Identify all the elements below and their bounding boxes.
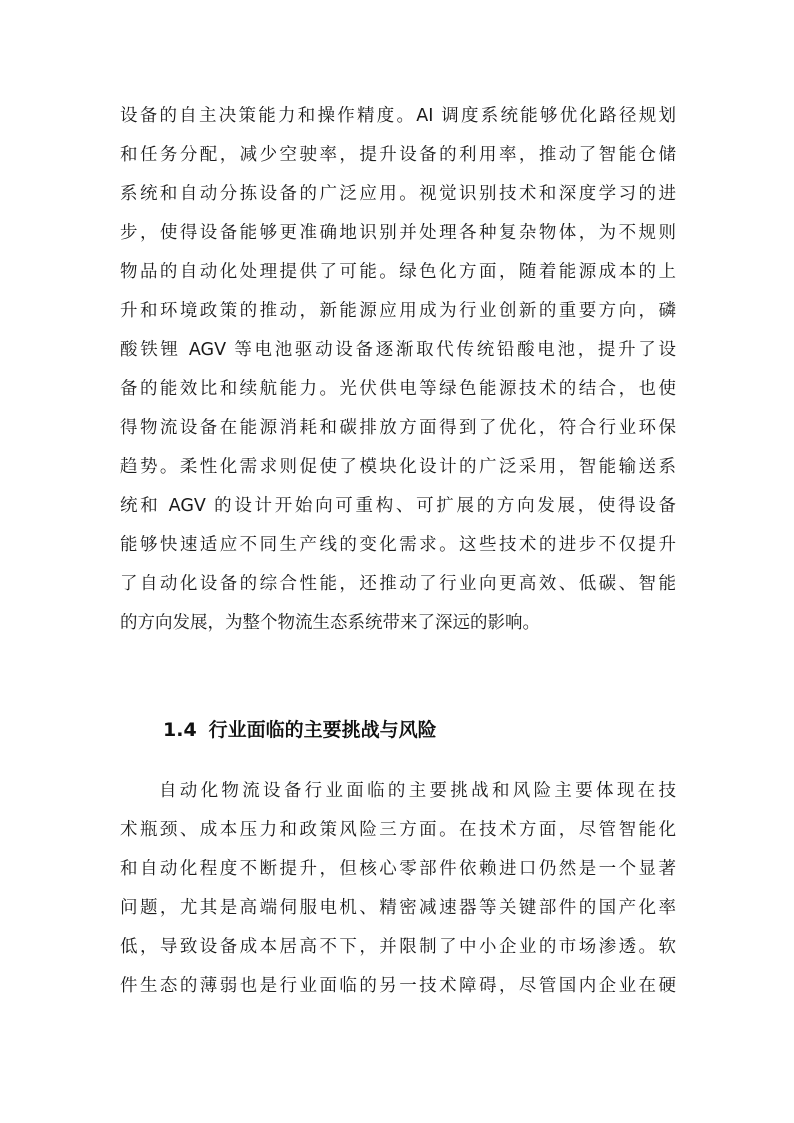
paragraph-line: 物品的自动化处理提供了可能。绿色化方面，随着能源成本的上 — [120, 262, 676, 282]
paragraph-line: 的方向发展，为整个物流生态系统带来了深远的影响。 — [120, 613, 540, 633]
paragraph-line: 酸铁锂 AGV 等电池驱动设备逐渐取代传统铅酸电池，提升了设 — [120, 340, 676, 360]
paragraph-line: 升和环境政策的推动，新能源应用成为行业创新的重要方向，磷 — [120, 301, 676, 321]
paragraph-line: 系统和自动分拣设备的广泛应用。视觉识别技术和深度学习的进 — [120, 184, 676, 204]
paragraph-line: 件生态的薄弱也是行业面临的另一技术障碍，尽管国内企业在硬 — [120, 976, 676, 996]
paragraph-line: 设备的自主决策能力和操作精度。AI 调度系统能够优化路径规划 — [120, 106, 676, 126]
paragraph-line: 了自动化设备的综合性能，还推动了行业向更高效、低碳、智能 — [120, 574, 676, 594]
section-number: 1.4 — [163, 719, 197, 741]
section-title: 行业面临的主要挑战与风险 — [208, 719, 437, 741]
body-paragraph-2 — [120, 772, 676, 1006]
paragraph-line: 术瓶颈、成本压力和政策风险三方面。在技术方面，尽管智能化 — [120, 820, 676, 840]
paragraph-line: 得物流设备在能源消耗和碳排放方面得到了优化，符合行业环保 — [120, 418, 676, 438]
body-paragraph-1 — [120, 97, 676, 643]
paragraph-line: 和任务分配，减少空驶率，提升设备的利用率，推动了智能仓储 — [120, 145, 676, 165]
paragraph-line: 备的能效比和续航能力。光伏供电等绿色能源技术的结合，也使 — [120, 379, 676, 399]
paragraph-line: 统和 AGV 的设计开始向可重构、可扩展的方向发展，使得设备 — [120, 496, 676, 516]
paragraph-line: 步，使得设备能够更准确地识别并处理各种复杂物体，为不规则 — [120, 223, 676, 243]
paragraph-line: 低，导致设备成本居高不下，并限制了中小企业的市场渗透。软 — [120, 937, 676, 957]
paragraph-line: 问题，尤其是高端伺服电机、精密减速器等关键部件的国产化率 — [120, 898, 676, 918]
paragraph-line: 能够快速适应不同生产线的变化需求。这些技术的进步不仅提升 — [120, 535, 676, 555]
paragraph-line: 自动化物流设备行业面临的主要挑战和风险主要体现在技 — [159, 781, 676, 801]
paragraph-line: 和自动化程度不断提升，但核心零部件依赖进口仍然是一个显著 — [120, 859, 676, 879]
section-heading — [163, 710, 437, 750]
paragraph-line: 趋势。柔性化需求则促使了模块化设计的广泛采用，智能输送系 — [120, 457, 676, 477]
